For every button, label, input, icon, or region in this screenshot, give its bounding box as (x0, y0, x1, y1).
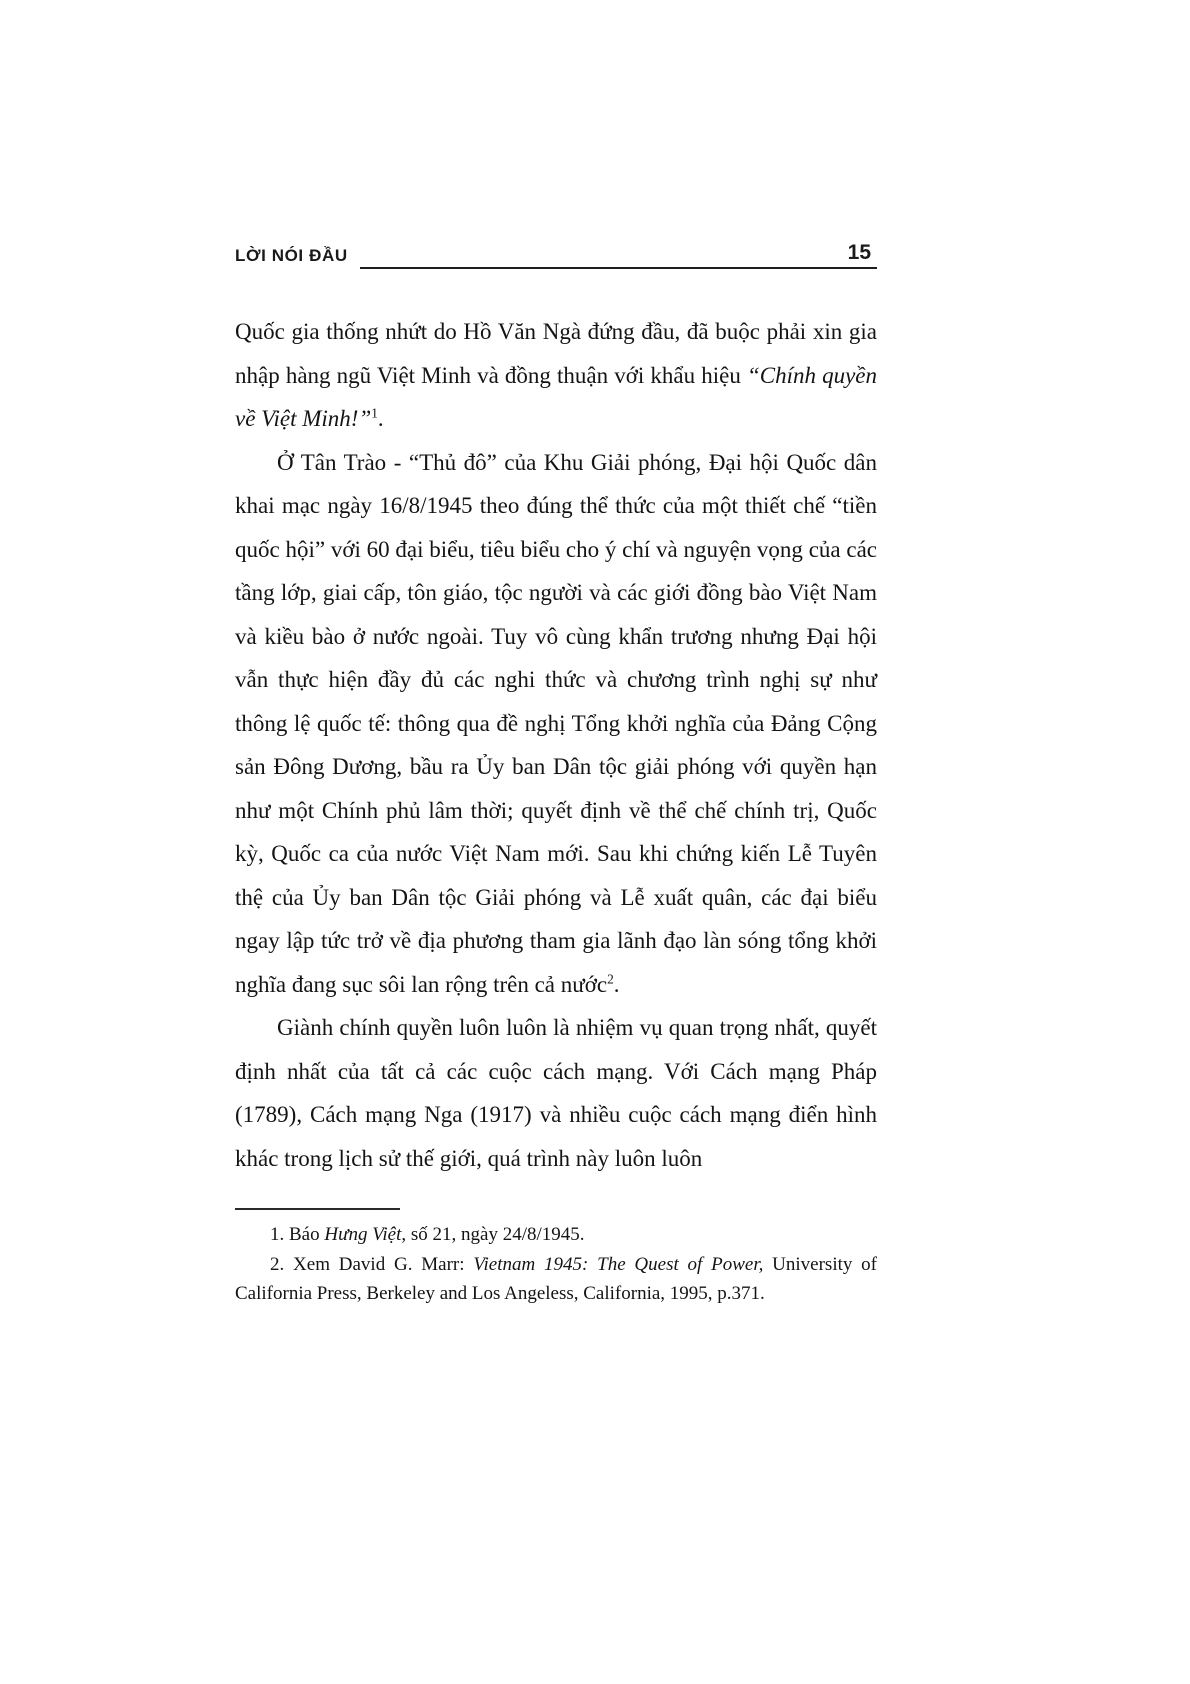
text-segment: University of California Press, Berkeley and Los Angeless, California, 1995, p.371. (235, 1253, 877, 1304)
body-paragraph (235, 441, 877, 1007)
text-segment: . (613, 971, 620, 997)
text-segment: , số 21, ngày 24/8/1945. (401, 1224, 585, 1245)
body-paragraphs (235, 310, 877, 1180)
italic-text-segment: Hưng Việt (324, 1224, 402, 1245)
text-segment: 1. Báo (270, 1224, 325, 1245)
footnote-reference-superscript: 1 (371, 405, 378, 421)
italic-text-segment: Vietnam 1945: The Quest of Power, (473, 1253, 764, 1275)
italic-text-segment: “Chính quyền về Việt Minh!” (235, 362, 877, 431)
text-segment: . (377, 406, 384, 431)
text-segment: Quốc gia thống nhứt do Hồ Văn Ngà đứng đầu, đã buộc phải xin gia nhập hàng ngũ Việt Minh và đồng thuận với khẩu hiệu (235, 319, 877, 388)
text-segment: 2. Xem David G. Marr: (270, 1253, 474, 1275)
footnote (235, 1250, 877, 1309)
running-header-title: LỜI NÓI ĐẦU (235, 246, 348, 265)
page-number: 15 (847, 241, 871, 264)
page-body (235, 310, 877, 1309)
footnote-separator (235, 1208, 400, 1210)
footnotes-list (235, 1220, 877, 1309)
footnote-reference-superscript: 2 (607, 970, 614, 986)
text-segment: Giành chính quyền luôn luôn là nhiệm vụ quan trọng nhất, quyết định nhất của tất cả các cuộc cách mạng. Với Cách mạng Pháp (1789), Cách mạng Nga (1917) và nhiều cuộc cách mạng điển hình khác trong lịch sử thế giới, quá trình này luôn luôn (235, 1015, 877, 1171)
text-segment: Ở Tân Trào - “Thủ đô” của Khu Giải phóng, Đại hội Quốc dân khai mạc ngày 16/8/1945 theo đúng thể thức của một thiết chế “tiền quốc hội” với 60 đại biểu, tiêu biểu cho ý chí và nguyện vọng của các tầng lớp, giai cấp, tôn giáo, tộc người và các giới đồng bào Việt Nam và kiều bào ở nước ngoài. Tuy vô cùng khẩn trương nhưng Đại hội vẫn thực hiện đầy đủ các nghi thức và chương trình nghị sự như thông lệ quốc tế: thông qua đề nghị Tổng khởi nghĩa của Đảng Cộng sản Đông Dương, bầu ra Ủy ban Dân tộc giải phóng với quyền hạn như một Chính phủ lâm thời; quyết định về thể chế chính trị, Quốc kỳ, Quốc ca của nước Việt Nam mới. Sau khi chứng kiến Lễ Tuyên thệ của Ủy ban Dân tộc Giải phóng và Lễ xuất quân, các đại biểu ngay lập tức trở về địa phương tham gia lãnh đạo làn sóng tổng khởi nghĩa đang sục sôi lan rộng trên cả nước (235, 449, 877, 997)
header-rule (360, 242, 877, 269)
page-header (235, 242, 877, 269)
footnote (235, 1220, 877, 1250)
body-paragraph (235, 1006, 877, 1180)
body-paragraph (235, 310, 877, 441)
